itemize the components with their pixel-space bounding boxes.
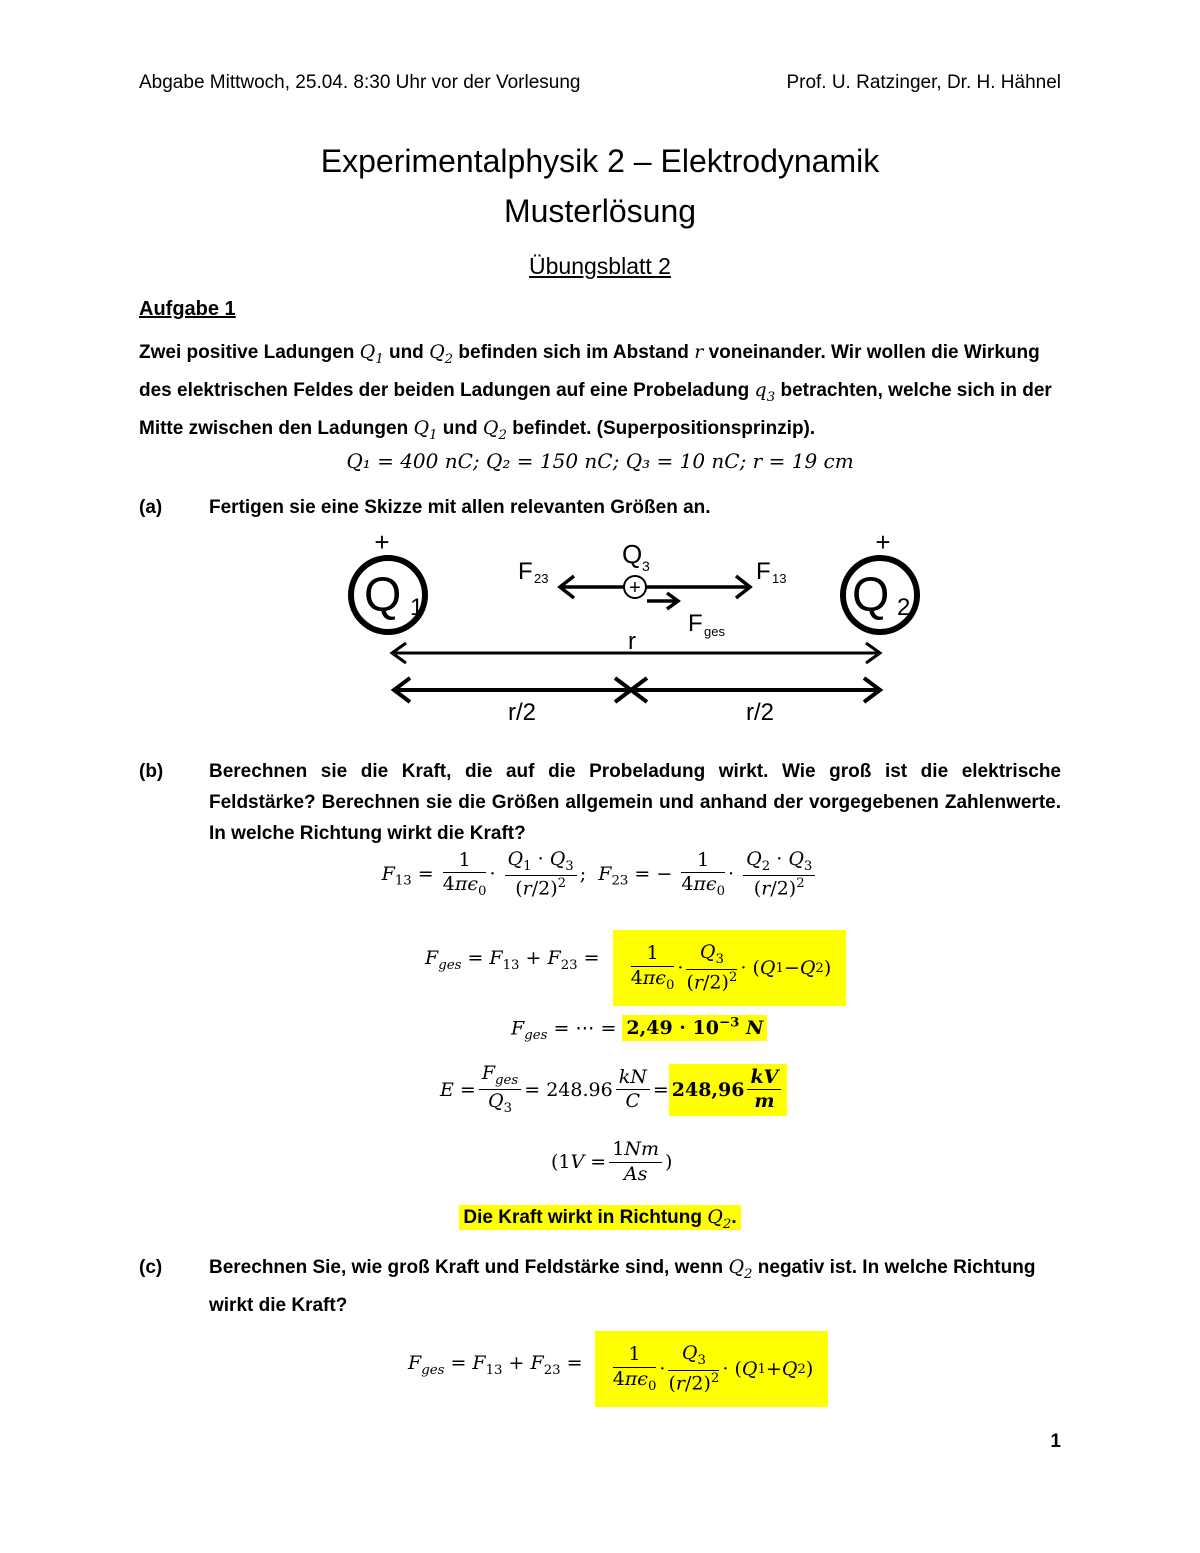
part-b-text: Berechnen sie die Kraft, die auf die Probeladung wirkt. Wie groß ist die elektrische Feldstärke? Berechnen sie die Größen allgemein und anhand der vorgegebenen Zahlenwerte. In welche Richtung wirkt die Kraft? [209,761,1061,844]
q3-label: Q [622,539,643,569]
part-a-text: Fertigen sie eine Skizze mit allen relevanten Größen an. [209,497,711,518]
q2-plus-sign: + [875,527,891,557]
equation-e-field: E = $\frac{F_{ges}}{Q_3}$ = 248.96 $\frac{kN}{C}$ = 248,96 $\frac{kV}{m}$ [440,1062,787,1118]
task-heading: Aufgabe 1 [139,298,236,320]
e-field-value: 248,96 [671,1078,745,1101]
f13-label: F [756,558,771,585]
f23-label: F [518,558,533,585]
force-diagram [330,515,930,730]
q1-label: Q [364,569,402,622]
intro-text-4: voneinander. Wir wollen die Wirkung des elektrischen Feldes der beiden Ladungen auf eine Probeladung [139,342,1040,401]
equation-volt-definition: (1 V = $\frac{1Nm}{As}$ ) [551,1138,673,1185]
header-left: Abgabe Mittwoch, 25.04. 8:30 Uhr vor der Vorlesung [139,72,581,93]
equation-fges-c-highlight: $\frac{1}{4\pi\epsilon_0}$ · $\frac{Q_3}{(r/2)^2}$ · ( Q 1 + Q 2 ) [595,1331,828,1407]
r-half-right-label: r/2 [745,699,775,726]
page-subtitle: Musterlösung [503,193,697,229]
part-c-label: (c) [139,1257,163,1278]
intro-text-1: Zwei positive Ladungen [139,342,355,363]
part-c-text: Berechnen Sie, wie groß Kraft und Feldstärke sind, wenn $Q_2$ negativ ist. In welche Richtung wirkt die Kraft? [209,1256,1036,1316]
equation-fges-sum-c: $F_{ges} = F_{13} + F_{23}$ = [408,1352,583,1378]
part-b-answer-text: Die Kraft wirkt in Richtung [463,1207,702,1228]
intro-text-6: und [442,417,478,439]
intro-paragraph: Zwei positive Ladungen $Q_1$ und $Q_2$ befinden sich im Abstand r voneinander. Wir wollen die Wirkung des elektrischen Feldes der beiden Ladungen auf eine Probeladung $q_3$ betrachten, welche sich in der Mitte zwischen den Ladungen $Q_1$ und $Q_2$ befindet. (Superpositionsprinzip). [139,341,1052,443]
part-a-label: (a) [139,497,163,518]
f23-label-sub: 23 [534,571,549,586]
q3-plus-sign: + [629,577,641,599]
equation-fges-highlight: $\frac{1}{4\pi\epsilon_0}$ · $\frac{Q_3}{(r/2)^2}$ · ( Q 1 − Q 2 ) [613,930,846,1006]
given-values: Q₁ = 400 nC; Q₂ = 150 nC; Q₃ = 10 nC; r = 19 cm [346,449,854,473]
q1-plus-sign: + [374,527,390,557]
equation-fges-value: $F_{ges}$ = ⋯ = $2,49 \cdot 10^{-3}$ N [511,1016,767,1043]
sheet-title: Übungsblatt 2 [529,253,671,279]
intro-text-5: betrachten, welche sich in der Mitte zwischen den Ladungen [139,379,1052,439]
intro-text-7: befindet. (Superpositionsprinzip). [512,417,816,439]
q1-label-sub: 1 [410,594,424,621]
fges-label-sub: ges [704,624,725,639]
intro-text-3: befinden sich im Abstand [458,342,689,363]
q3-label-sub: 3 [642,558,650,574]
page-number: 1 [1050,1431,1061,1452]
part-b-label: (b) [139,761,164,782]
e-field-mid-value: 248.96 [546,1078,613,1101]
q2-label-sub: 2 [897,594,911,621]
fges-label: F [688,610,703,637]
r-label: r [628,628,636,655]
fges-value: 2,49 · 10 [626,1017,719,1040]
equation-f13-f23: $F_{13}$ = $\frac{1}{4\pi\epsilon_0}$ · $\frac{Q_1 \cdot Q_3}{(r/2)^2}$ ; $F_{23}$ = − $\frac{1}{4\pi\epsilon_0}$ · $\frac{Q_2 \cdot Q_3}{(r/2)^2}$ [0,848,1200,901]
part-c-text-1: Berechnen Sie, wie groß Kraft und Feldstärke sind, wenn [209,1257,724,1278]
f13-label-sub: 13 [772,571,787,586]
intro-text-2: und [388,342,424,363]
header-right: Prof. U. Ratzinger, Dr. H. Hähnel [786,72,1061,93]
r-half-left-label: r/2 [507,699,537,726]
part-c-text-2: negativ ist. In welche Richtung wirkt die Kraft? [209,1257,1036,1316]
q2-label: Q [852,569,890,622]
page-title: Experimentalphysik 2 – Elektrodynamik [320,143,880,179]
fges-exponent: −3 [718,1016,740,1031]
part-b-answer: Die Kraft wirkt in Richtung $Q_2$. [0,1206,1200,1232]
equation-fges-sum: $F_{ges} = F_{13} + F_{23}$ = [425,947,600,973]
